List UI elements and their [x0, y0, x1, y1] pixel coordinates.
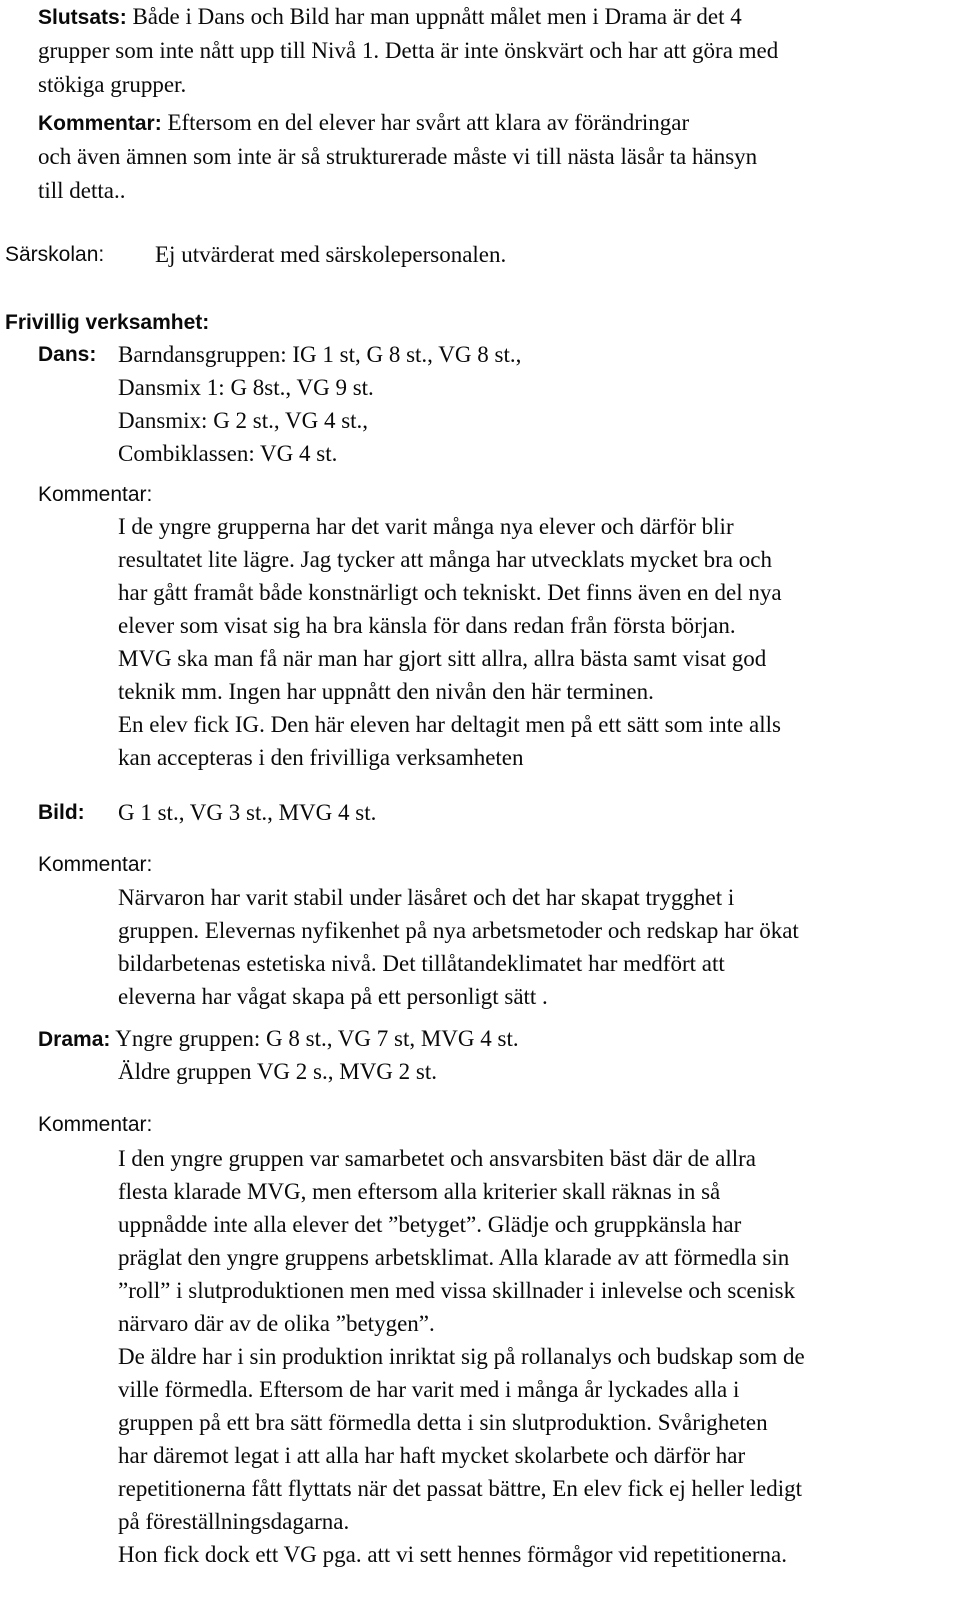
frivillig-heading: Frivillig verksamhet: — [5, 311, 210, 334]
dans-line-1: Barndansgruppen: IG 1 st, G 8 st., VG 8 st., — [118, 342, 522, 367]
bild-kommentar-label: Kommentar: — [38, 853, 153, 876]
drama-kommentar-line: på föreställningsdagarna. — [118, 1509, 350, 1534]
dans-line-3: Dansmix: G 2 st., VG 4 st., — [118, 408, 369, 433]
bild-kommentar-line: bildarbetenas estetiska nivå. Det tillåtandeklimatet har medfört att — [118, 951, 725, 976]
bild-kommentar-line: Närvaron har varit stabil under läsåret och det har skapat trygghet i — [118, 885, 735, 910]
drama-kommentar-line: repetitionerna fått flyttats när det passat bättre, En elev fick ej heller ledigt — [118, 1476, 802, 1501]
bild-label: Bild: — [38, 801, 85, 824]
drama-kommentar-line: Hon fick dock ett VG pga. att vi sett hennes förmågor vid repetitionerna. — [118, 1542, 787, 1567]
dans-kommentar-line: kan accepteras i den frivilliga verksamheten — [118, 745, 524, 770]
dans-kommentar-line: I de yngre grupperna har det varit många nya elever och därför blir — [118, 514, 734, 539]
slutsats-text-1: Både i Dans och Bild har man uppnått målet men i Drama är det 4 — [126, 4, 742, 29]
dans-kommentar-label: Kommentar: — [38, 483, 153, 506]
drama-kommentar-line: uppnådde inte alla elever det ”betyget”. Glädje och gruppkänsla har — [118, 1212, 742, 1237]
dans-label: Dans: — [38, 343, 97, 366]
sarskolan-label: Särskolan: — [5, 243, 105, 266]
drama-kommentar-line: närvaro där av de olika ”betygen”. — [118, 1311, 435, 1336]
dans-line-2: Dansmix 1: G 8st., VG 9 st. — [118, 375, 374, 400]
drama-line-2: Äldre gruppen VG 2 s., MVG 2 st. — [118, 1059, 438, 1084]
dans-kommentar-line: En elev fick IG. Den här eleven har deltagit men på ett sätt som inte alls — [118, 712, 781, 737]
kommentar1-label: Kommentar: — [38, 112, 162, 135]
kommentar1-line-3: till detta.. — [38, 178, 126, 203]
sarskolan-text: Ej utvärderat med särskolepersonalen. — [155, 242, 507, 267]
dans-kommentar-line: resultatet lite lägre. Jag tycker att många har utvecklats mycket bra och — [118, 547, 772, 572]
drama-line-1 — [38, 1026, 519, 1053]
slutsats-line-1 — [38, 4, 742, 31]
drama-kommentar-line: har däremot legat i att alla har haft mycket skolarbete och därför har — [118, 1443, 746, 1468]
dans-kommentar-line: elever som visat sig ha bra känsla för dans redan från första början. — [118, 613, 736, 638]
kommentar1-line-2: och även ämnen som inte är så strukturerade måste vi till nästa läsår ta hänsyn — [38, 144, 758, 169]
slutsats-label: Slutsats: — [38, 6, 127, 29]
drama-label: Drama: — [38, 1028, 111, 1051]
bild-kommentar-line: gruppen. Elevernas nyfikenhet på nya arbetsmetoder och redskap har ökat — [118, 918, 799, 943]
kommentar1-text-1: Eftersom en del elever har svårt att klara av förändringar — [161, 110, 690, 135]
bild-text: G 1 st., VG 3 st., MVG 4 st. — [118, 800, 377, 825]
drama-kommentar-line: ”roll” i slutproduktionen men med vissa skillnader i inlevelse och scenisk — [118, 1278, 796, 1303]
dans-kommentar-line: teknik mm. Ingen har uppnått den nivån den här terminen. — [118, 679, 654, 704]
drama-kommentar-line: ville förmedla. Eftersom de har varit med i många år lyckades alla i — [118, 1377, 740, 1402]
drama-kommentar-line: I den yngre gruppen var samarbetet och ansvarsbiten bäst där de allra — [118, 1146, 756, 1171]
kommentar1-line-1 — [38, 110, 689, 137]
dans-kommentar-line: MVG ska man få när man har gjort sitt allra, allra bästa samt visat god — [118, 646, 767, 671]
drama-kommentar-line: De äldre har i sin produktion inriktat sig på rollanalys och budskap som de — [118, 1344, 805, 1369]
drama-kommentar-line: gruppen på ett bra sätt förmedla detta i sin slutproduktion. Svårigheten — [118, 1410, 768, 1435]
drama-kommentar-line: flesta klarade MVG, men eftersom alla kriterier skall räknas in så — [118, 1179, 721, 1204]
dans-line-4: Combiklassen: VG 4 st. — [118, 441, 338, 466]
drama-kommentar-label: Kommentar: — [38, 1113, 153, 1136]
drama-text-1: Yngre gruppen: G 8 st., VG 7 st, MVG 4 st. — [110, 1026, 519, 1051]
bild-kommentar-line: eleverna har vågat skapa på ett personligt sätt . — [118, 984, 548, 1009]
slutsats-line-2: grupper som inte nått upp till Nivå 1. Detta är inte önskvärt och har att göra med — [38, 38, 779, 63]
dans-kommentar-line: har gått framåt både konstnärligt och tekniskt. Det finns även en del nya — [118, 580, 782, 605]
slutsats-line-3: stökiga grupper. — [38, 72, 187, 97]
drama-kommentar-line: präglat den yngre gruppens arbetsklimat. Alla klarade av att förmedla sin — [118, 1245, 790, 1270]
